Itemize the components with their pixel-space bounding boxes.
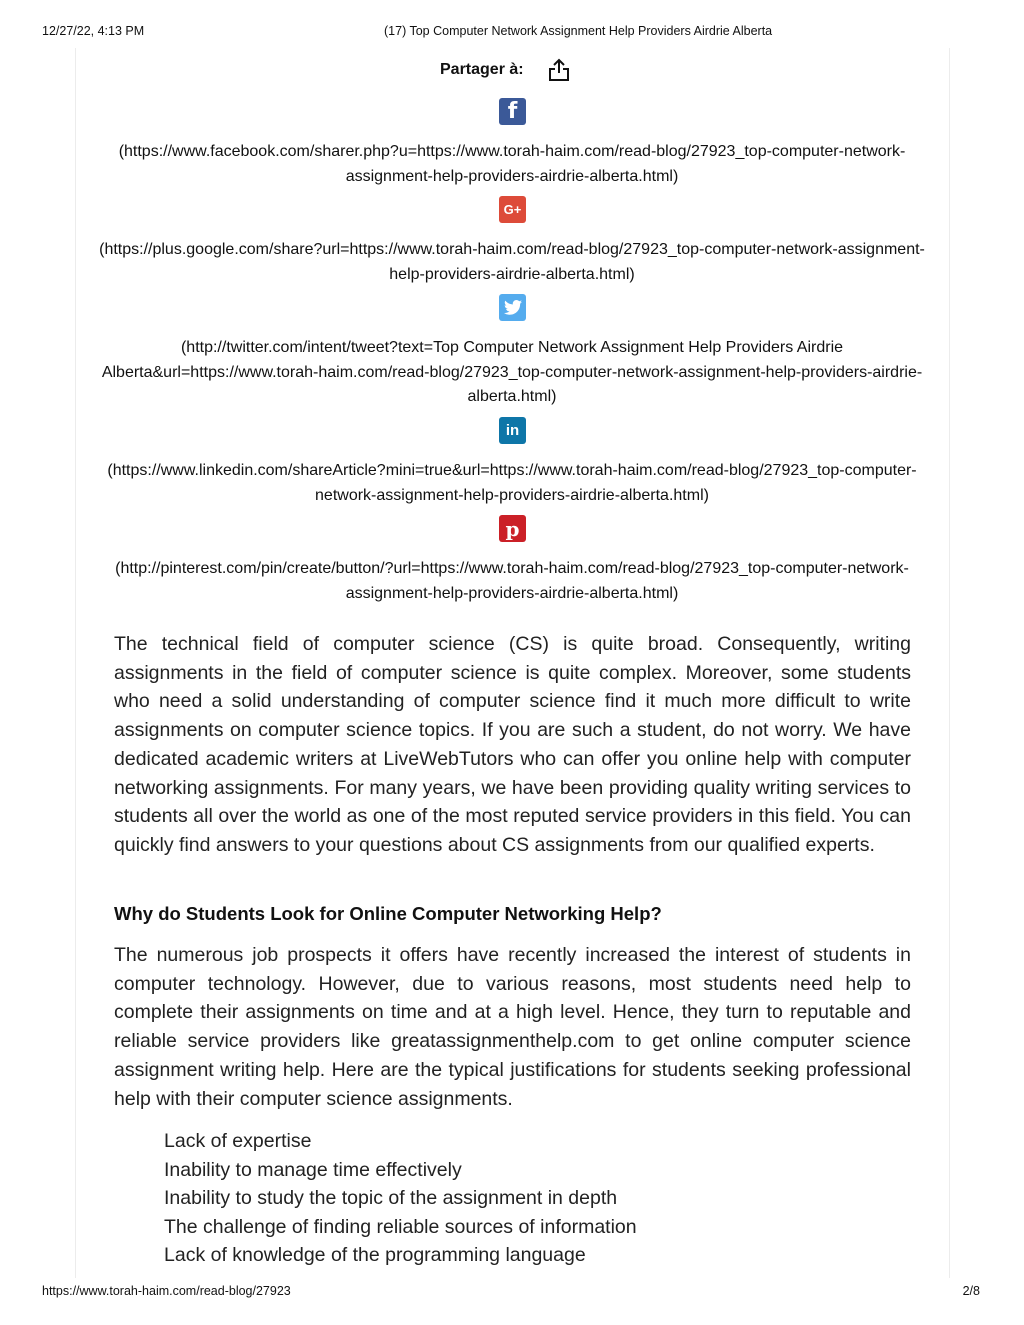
print-datetime: 12/27/22, 4:13 PM (42, 24, 145, 38)
reasons-list (164, 1127, 637, 1270)
list-item: Lack of knowledge of the programming language (164, 1244, 586, 1266)
article-heading: Why do Students Look for Online Computer Networking Help? (114, 903, 662, 924)
share-bar (440, 58, 570, 82)
twitter-icon[interactable] (499, 294, 526, 321)
linkedin-icon[interactable]: in (499, 417, 526, 444)
share-upload-icon[interactable] (548, 58, 570, 82)
content-right-border (949, 48, 950, 1278)
content-left-border (75, 48, 76, 1278)
list-item: Inability to manage time effectively (164, 1158, 462, 1181)
google-plus-share-link[interactable]: (https://plus.google.com/share?url=https://www.torah-haim.com/read-blog/27923_top-computer-network-assignment-help-providers-airdrie-alberta.html) (99, 241, 925, 283)
print-footer-url: https://www.torah-haim.com/read-blog/27923 (42, 1284, 291, 1298)
share-label: Partager à: (440, 61, 524, 78)
list-item: Lack of expertise (164, 1130, 312, 1152)
pinterest-share-link[interactable]: (http://pinterest.com/pin/create/button/?url=https://www.torah-haim.com/read-blog/27923_top-computer-network-assignment-help-providers-airdrie-alberta.html) (115, 560, 909, 602)
pinterest-icon[interactable]: p (499, 515, 526, 542)
article-paragraph-1: The technical field of computer science (CS) is quite broad. Consequently, writing assignments in the field of computer science is quite complex. Moreover, some students who need a solid understanding of computer science find it much more difficult to write assignments on computer science topics. If you are such a student, do not worry. We have dedicated academic writers at LiveWebTutors who can offer you online help with computer networking assignments. For many years, we have been providing quality writing services to students all over the world as one of the most reputed service providers in this field. You can quickly find answers to your questions about CS assignments from our qualified experts. (114, 633, 911, 856)
facebook-icon[interactable]: f (499, 98, 526, 125)
google-plus-icon[interactable]: G+ (499, 196, 526, 223)
facebook-share-link[interactable]: (https://www.facebook.com/sharer.php?u=https://www.torah-haim.com/read-blog/27923_top-computer-network-assignment-help-providers-airdrie-alberta.html) (118, 143, 906, 185)
print-page-title: (17) Top Computer Network Assignment Help Providers Airdrie Alberta (384, 24, 773, 38)
print-page-number: 2/8 (962, 1284, 980, 1298)
linkedin-share-link[interactable]: (https://www.linkedin.com/shareArticle?mini=true&url=https://www.torah-haim.com/read-blog/27923_top-computer-network-assignment-help-providers-airdrie-alberta.html) (107, 462, 917, 504)
article-paragraph-2: The numerous job prospects it offers have recently increased the interest of students in computer technology. However, due to various reasons, most students need help to complete their assignments on time and at a high level. Hence, they turn to reputable and reliable service providers like greatassignmenthelp.com to get online computer science assignment writing help. Here are the typical justifications for students seeking professional help with their computer science assignments. (114, 944, 911, 1110)
list-item: The challenge of finding reliable sources of information (164, 1215, 637, 1238)
twitter-share-link[interactable]: (http://twitter.com/intent/tweet?text=Top Computer Network Assignment Help Providers Airdrie Alberta&url=https://www.torah-haim.com/read-blog/27923_top-computer-network-assignment-help-providers-airdrie-alberta.html) (101, 339, 923, 405)
list-item: Inability to study the topic of the assignment in depth (164, 1187, 618, 1209)
